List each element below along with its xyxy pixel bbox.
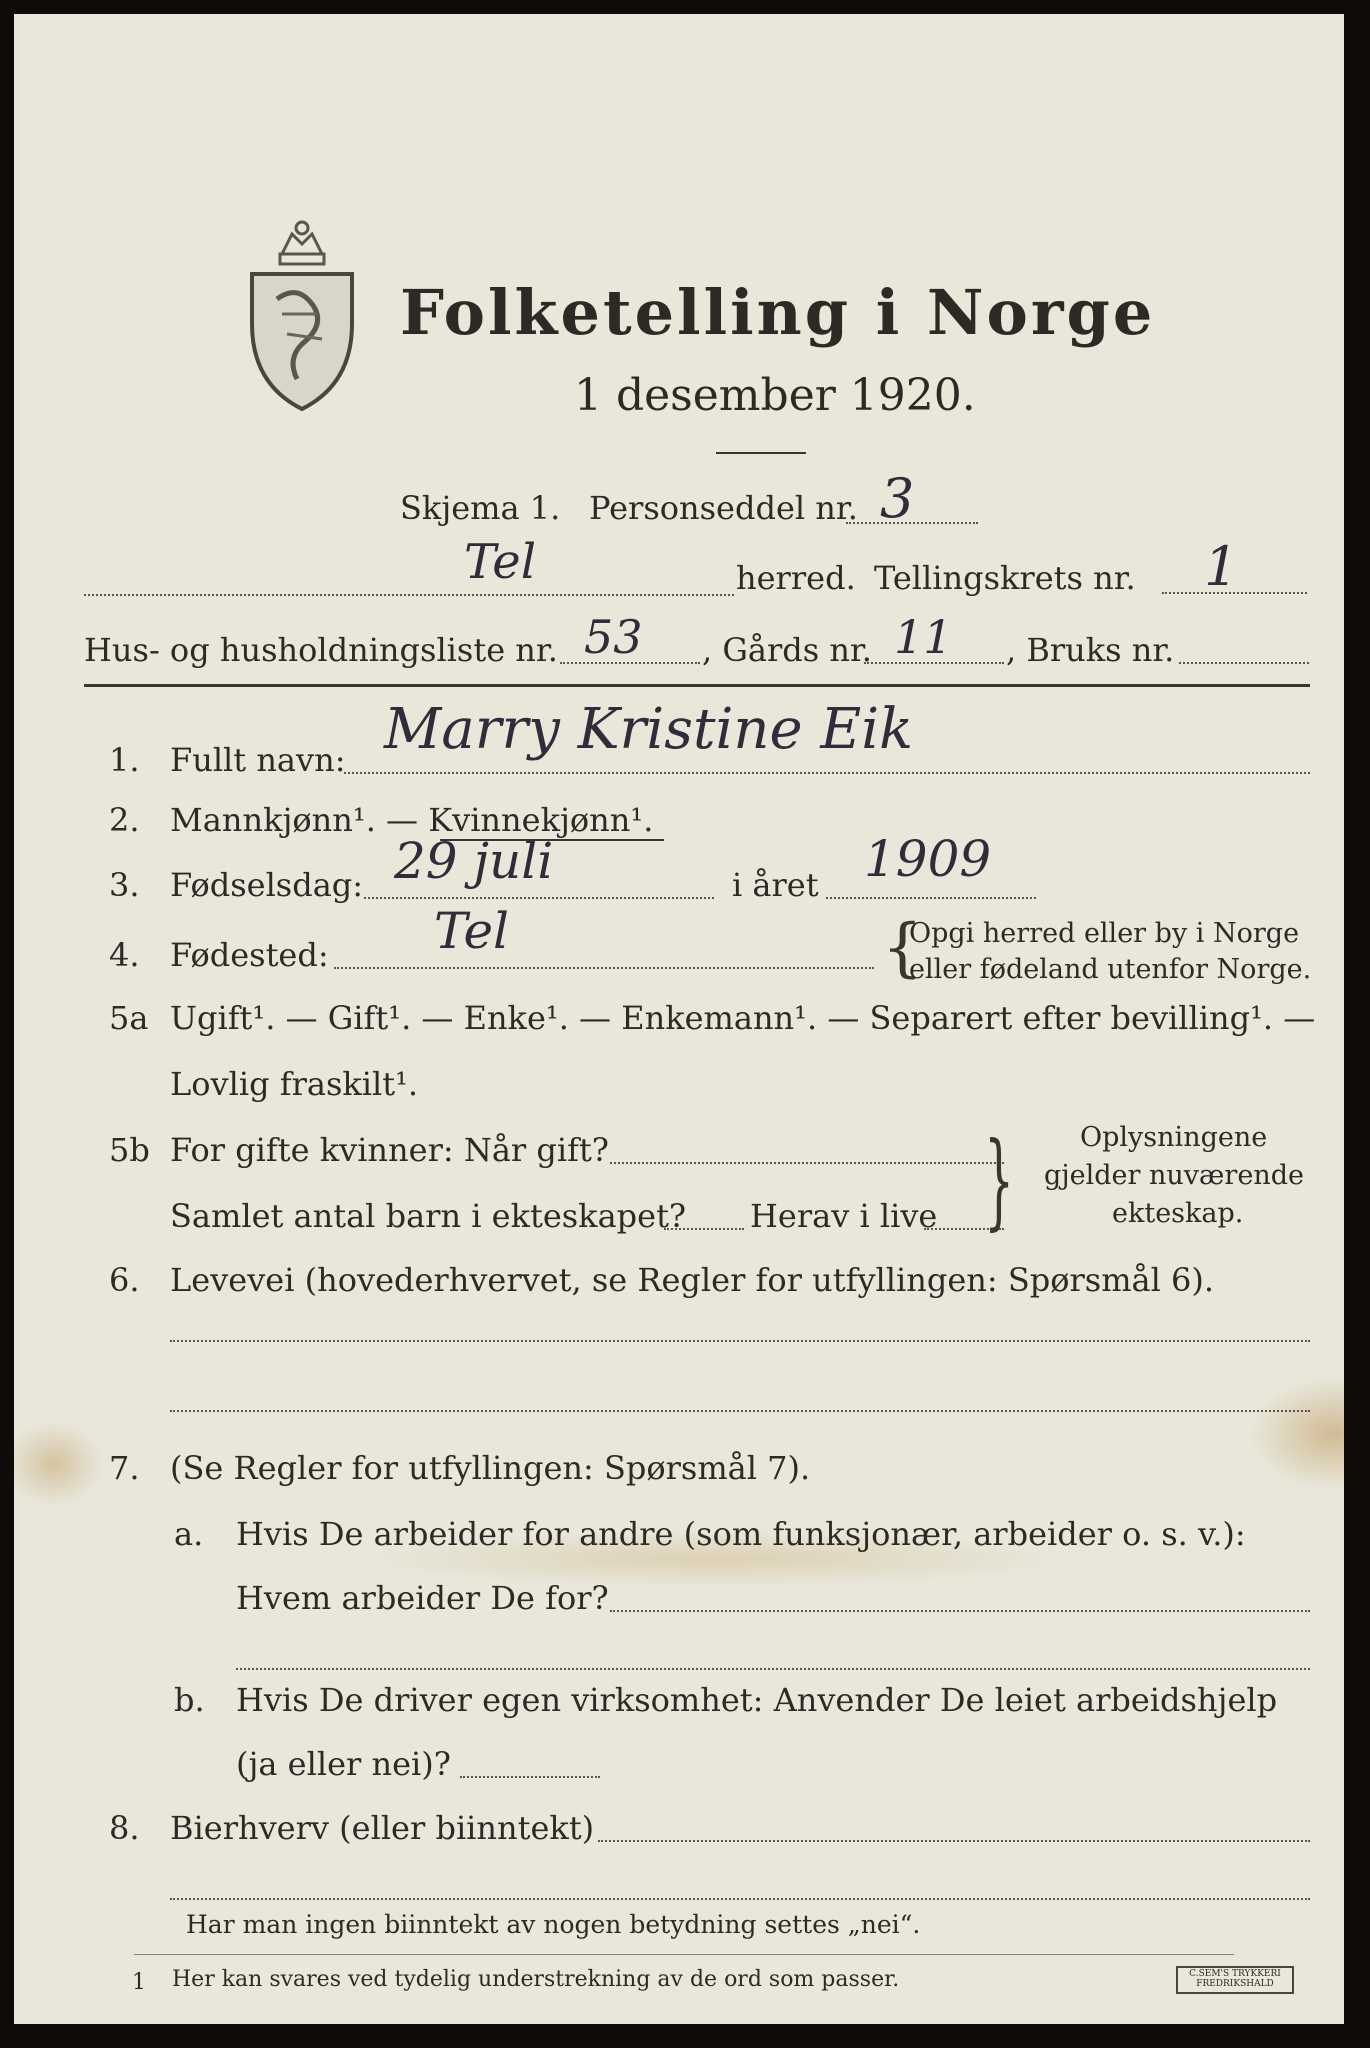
q8-label: Bierhverv (eller biinntekt)	[170, 1809, 595, 1847]
q5b-line1: For gifte kvinner: Når gift?	[170, 1131, 609, 1169]
q5a-line2: Lovlig fraskilt¹.	[170, 1065, 419, 1103]
q4-brace: {	[882, 911, 923, 985]
q5b-number: 5b	[109, 1131, 150, 1169]
printer-stamp	[1176, 1966, 1294, 1994]
q5b-note-line3: ekteskap.	[1112, 1198, 1244, 1229]
q3-value: 29 juli	[394, 832, 554, 890]
q4-note-line1: Opgi herred eller by i Norge	[909, 918, 1300, 949]
gards-label: , Gårds nr.	[702, 631, 872, 669]
q8-answer-line	[170, 1898, 1310, 1900]
q1-label: Fullt navn:	[170, 741, 346, 779]
q7a-line2-dots	[610, 1610, 1310, 1612]
q7b-line2: (ja eller nei)?	[236, 1745, 451, 1783]
q4-dots	[334, 967, 874, 969]
q7a-line1: Hvis De arbeider for andre (som funksjonær, arbeider o. s. v.):	[236, 1515, 1246, 1553]
q1-number: 1.	[109, 741, 140, 779]
header-divider	[84, 684, 1310, 687]
q7-label: (Se Regler for utfyllingen: Spørsmål 7).	[170, 1449, 811, 1487]
census-date: 1 desember 1920.	[574, 370, 976, 421]
q5b-line2: Samlet antal barn i ekteskapet?	[170, 1197, 687, 1235]
q6-answer-line1	[170, 1340, 1310, 1342]
q4-value: Tel	[434, 902, 510, 960]
q5b-line2-dots	[664, 1228, 744, 1230]
coat-of-arms-icon	[242, 214, 362, 414]
q7a-letter: a.	[174, 1515, 204, 1553]
hus-label: Hus- og husholdningsliste nr.	[84, 631, 558, 669]
bruks-label: , Bruks nr.	[1006, 631, 1175, 669]
q5a-number: 5a	[109, 999, 149, 1037]
q5b-brace: {	[984, 1119, 1014, 1241]
q5b-note-line2: gjelder nuværende	[1044, 1160, 1304, 1191]
stamp-line1: C.SEM'S TRYKKERI	[1189, 1969, 1281, 1979]
q7b-line2-dots	[460, 1776, 600, 1778]
q3-label: Fødselsdag:	[170, 866, 364, 904]
q3-year-label: i året	[732, 866, 819, 904]
herred-dots	[84, 594, 734, 596]
q4-note-line2: eller fødeland utenfor Norge.	[909, 954, 1312, 985]
q4-label: Fødested:	[170, 936, 329, 974]
q7a-answer-line	[236, 1668, 1310, 1670]
q3-dots	[364, 897, 714, 899]
q3-number: 3.	[109, 866, 140, 904]
q7a-line2: Hvem arbeider De for?	[236, 1579, 609, 1617]
q8-note: Har man ingen biinntekt av nogen betydning settes „nei“.	[186, 1910, 921, 1939]
tellingskrets-value: 1	[1204, 535, 1239, 598]
q5a-line1: Ugift¹. — Gift¹. — Enke¹. — Enkemann¹. — Separert efter bevilling¹. —	[170, 999, 1316, 1037]
bruks-dots	[1179, 662, 1309, 664]
q2-label: Mannkjønn¹. — Kvinnekjønn¹.	[170, 801, 654, 839]
stamp-line2: FREDRIKSHALD	[1196, 1978, 1274, 1989]
census-form-page	[14, 14, 1344, 2024]
q5b-line2b: Herav i live	[750, 1197, 938, 1235]
q2-number: 2.	[109, 801, 140, 839]
footnote-marker: 1	[132, 1970, 146, 1995]
footnote-divider	[134, 1954, 1234, 1955]
q3-year-dots	[826, 897, 1036, 899]
q3-year-value: 1909	[864, 830, 992, 888]
personseddel-value: 3	[880, 467, 915, 530]
q4-number: 4.	[109, 936, 140, 974]
herred-label: herred.	[736, 559, 856, 597]
q8-dots	[598, 1840, 1310, 1842]
q7b-line1: Hvis De driver egen virksomhet: Anvender De leiet arbeidshjelp	[236, 1681, 1278, 1719]
q6-number: 6.	[109, 1261, 140, 1299]
q1-value: Marry Kristine Eik	[384, 697, 914, 762]
q5b-note-line1: Oplysningene	[1080, 1122, 1268, 1153]
title-divider	[716, 452, 806, 454]
footnote-text: Her kan svares ved tydelig understrekning av de ord som passer.	[172, 1967, 900, 1992]
gards-value: 11	[894, 610, 953, 664]
q7-number: 7.	[109, 1449, 140, 1487]
personseddel-label: Personseddel nr.	[589, 489, 858, 527]
skjema-label: Skjema 1.	[400, 489, 561, 527]
q5b-line1-dots	[610, 1162, 1004, 1164]
hus-value: 53	[584, 610, 643, 664]
herred-value: Tel	[464, 534, 537, 590]
q8-number: 8.	[109, 1809, 140, 1847]
q1-dots	[344, 772, 1310, 774]
tellingskrets-label: Tellingskrets nr.	[874, 559, 1136, 597]
q7b-letter: b.	[174, 1681, 205, 1719]
form-title: Folketelling i Norge	[400, 276, 1156, 349]
q6-label: Levevei (hovederhvervet, se Regler for utfyllingen: Spørsmål 6).	[170, 1261, 1215, 1299]
q6-answer-line2	[170, 1410, 1310, 1412]
